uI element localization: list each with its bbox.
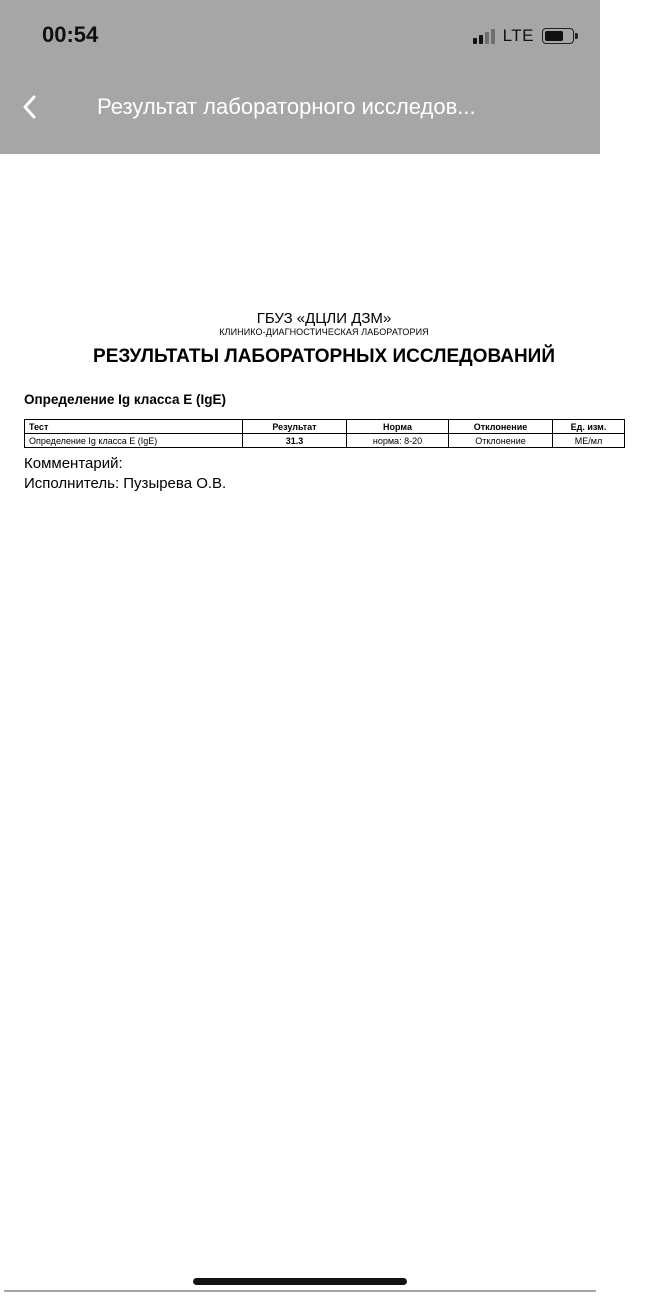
cell-deviation: Отклонение: [449, 434, 553, 448]
cell-test: Определение Ig класса E (IgE): [25, 434, 243, 448]
section-title: Определение Ig класса E (IgE): [24, 392, 227, 407]
network-type: LTE: [502, 26, 534, 45]
executor-label: Исполнитель: Пузырева О.В.: [24, 475, 227, 492]
header-deviation: Отклонение: [449, 420, 553, 434]
back-button[interactable]: [18, 94, 44, 120]
page-title: Результат лабораторного исследов...: [97, 94, 476, 119]
top-bar: [0, 0, 600, 154]
home-indicator[interactable]: [193, 1278, 407, 1285]
header-norm: Норма: [347, 420, 449, 434]
document-heading: РЕЗУЛЬТАТЫ ЛАБОРАТОРНЫХ ИССЛЕДОВАНИЙ: [93, 346, 555, 367]
results-table: [24, 419, 625, 448]
cellular-signal-icon: [473, 28, 495, 44]
header-test: Тест: [25, 420, 243, 434]
table-row: [25, 434, 625, 448]
status-indicators: [473, 25, 574, 47]
department-name: КЛИНИКО-ДИАГНОСТИЧЕСКАЯ ЛАБОРАТОРИЯ: [219, 327, 429, 337]
bottom-divider: [4, 1290, 596, 1292]
cell-result: 31.3: [243, 434, 347, 448]
cell-norm: норма: 8-20: [347, 434, 449, 448]
table-header-row: [25, 420, 625, 434]
organization-name: ГБУЗ «ДЦЛИ ДЗМ»: [256, 310, 392, 327]
cell-units: МЕ/мл: [553, 434, 625, 448]
chevron-left-icon: [18, 94, 44, 120]
header-result: Результат: [243, 420, 347, 434]
comment-label: Комментарий:: [24, 455, 123, 472]
header-units: Ед. изм.: [553, 420, 625, 434]
status-time: 00:54: [42, 22, 99, 47]
battery-icon: [542, 28, 574, 44]
